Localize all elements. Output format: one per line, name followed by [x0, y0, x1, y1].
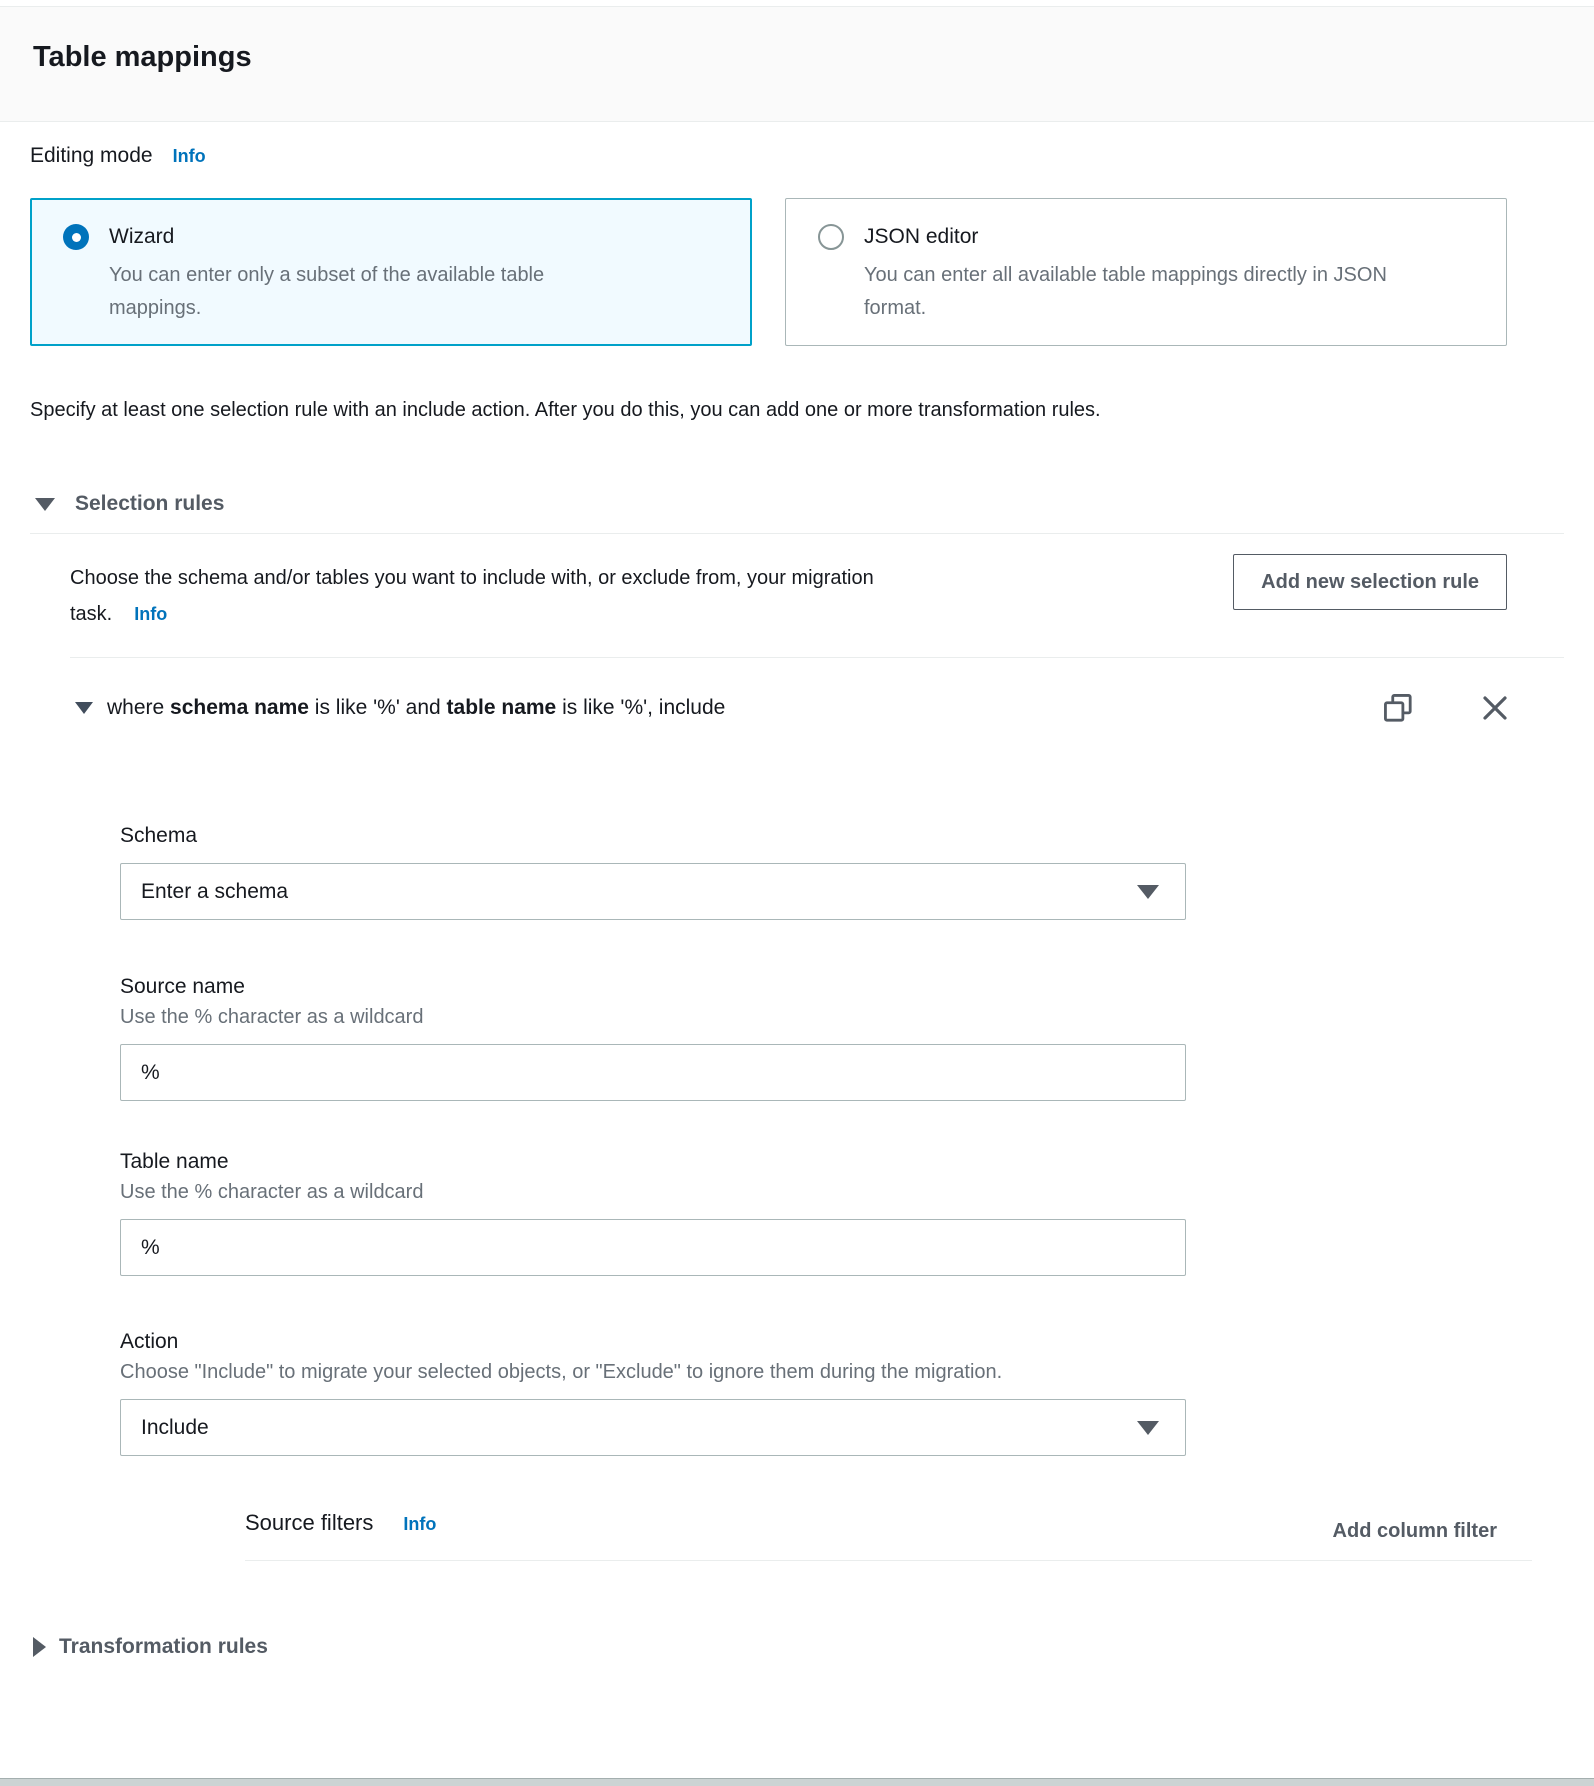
action-constraint: Choose "Include" to migrate your selected objects, or "Exclude" to ignore them during the migration. — [120, 1361, 1003, 1383]
table-name-constraint: Use the % character as a wildcard — [120, 1181, 424, 1203]
schema-select[interactable] — [120, 863, 1186, 920]
bottom-bar — [0, 1778, 1594, 1786]
wizard-option-head — [63, 224, 733, 250]
schema-label: Schema — [120, 824, 198, 847]
rule-actions — [1383, 692, 1511, 724]
table-name-input[interactable] — [120, 1219, 1186, 1276]
selection-rules-description-wrap — [70, 560, 890, 632]
editing-mode-row — [30, 144, 1564, 168]
editing-mode-info-link[interactable]: Info — [172, 146, 206, 166]
triangle-down-icon — [35, 498, 55, 511]
rule-summary-segment: is like '%', include — [556, 696, 726, 719]
selection-rule-row — [70, 658, 1564, 724]
editing-mode-label: Editing mode — [30, 144, 153, 167]
schema-field — [120, 824, 1564, 920]
json-editor-option-label: JSON editor — [864, 225, 979, 248]
wizard-option-description: You can enter only a subset of the available table mappings. — [109, 264, 545, 319]
source-filters-row — [245, 1510, 1564, 1542]
action-select-value: Include — [141, 1415, 209, 1439]
transformation-rules-title: Transformation rules — [59, 1635, 268, 1658]
schema-select-value: Enter a schema — [141, 879, 289, 903]
selection-rules-title: Selection rules — [75, 492, 225, 515]
table-name-field — [120, 1150, 1564, 1276]
selection-rules-intro-text: Specify at least one selection rule with an include action. After you do this, you can add one or more transformation rules. — [30, 399, 1101, 421]
rule-expand-triangle-down-icon[interactable] — [75, 702, 93, 714]
selection-rules-description: Choose the schema and/or tables you want to include with, or exclude from, your migration task. — [70, 567, 874, 625]
source-filters-info-link[interactable]: Info — [403, 1514, 437, 1534]
rule-summary-segment: where — [107, 696, 171, 719]
source-name-field — [120, 975, 1564, 1101]
action-field — [120, 1330, 1564, 1456]
radio-unselected-icon[interactable] — [818, 224, 844, 250]
add-new-selection-rule-button[interactable]: Add new selection rule — [1233, 554, 1507, 610]
transformation-rules-section-header[interactable] — [33, 1635, 1564, 1659]
wizard-option-label: Wizard — [109, 225, 175, 248]
copy-rule-button[interactable] — [1383, 693, 1413, 723]
table-mappings-panel — [0, 6, 1594, 1659]
rule-summary-segment: table name — [446, 696, 557, 719]
caret-down-icon — [1137, 885, 1159, 899]
triangle-right-icon — [33, 1637, 46, 1657]
action-label: Action — [120, 1330, 179, 1353]
selection-rules-section-header[interactable] — [35, 492, 1564, 516]
source-name-input[interactable] — [120, 1044, 1186, 1101]
rule-summary-text — [107, 696, 725, 720]
wizard-option-tile[interactable] — [30, 198, 752, 346]
page-title: Table mappings — [33, 41, 252, 73]
panel-header — [0, 6, 1594, 122]
rule-summary-segment: schema name — [170, 696, 309, 719]
json-editor-option-head — [818, 224, 1488, 250]
add-column-filter-button[interactable]: Add column filter — [1332, 1520, 1497, 1542]
caret-down-icon — [1137, 1421, 1159, 1435]
json-editor-option-description: You can enter all available table mappings directly in JSON format. — [864, 264, 1387, 319]
rule-summary-segment: is like '%' and — [308, 696, 447, 719]
remove-rule-button[interactable] — [1479, 692, 1511, 724]
copy-icon — [1383, 711, 1413, 726]
action-select[interactable] — [120, 1399, 1186, 1456]
radio-selected-icon[interactable] — [63, 224, 89, 250]
source-filters-label: Source filters — [245, 1510, 374, 1535]
table-name-label: Table name — [120, 1150, 229, 1173]
close-icon — [1479, 712, 1511, 727]
panel-content — [0, 144, 1594, 1659]
editing-mode-options — [30, 198, 1564, 346]
selection-rules-info-link[interactable]: Info — [134, 604, 168, 624]
json-editor-option-tile[interactable] — [785, 198, 1507, 346]
divider — [245, 1560, 1532, 1561]
selection-rules-toolbar — [70, 534, 1564, 632]
source-name-label: Source name — [120, 975, 245, 998]
source-name-constraint: Use the % character as a wildcard — [120, 1006, 424, 1028]
selection-rule-form — [120, 824, 1564, 1561]
